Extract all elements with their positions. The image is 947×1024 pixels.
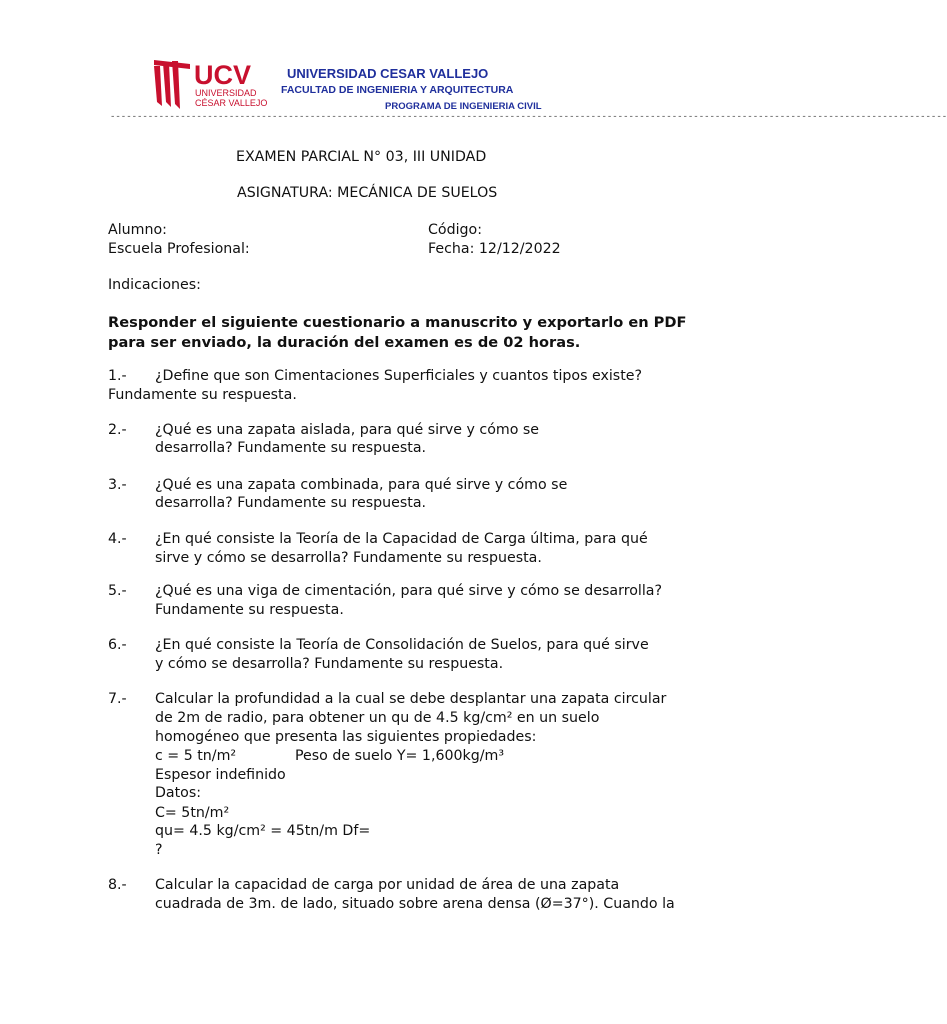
question-number-8: 8.-	[108, 877, 127, 893]
question-number-5: 5.-	[108, 583, 127, 599]
student-label: Alumno:	[108, 222, 167, 238]
question-text: Datos:	[155, 785, 202, 801]
question-text: homogéneo que presenta las siguientes propiedades:	[155, 729, 537, 745]
question-text: sirve y cómo se desarrolla? Fundamente su respuesta.	[155, 550, 542, 566]
logo-acronym: UCV	[194, 60, 252, 90]
question-text: ¿Qué es una viga de cimentación, para qué sirve y cómo se desarrolla?	[155, 583, 663, 599]
university-name: UNIVERSIDAD CESAR VALLEJO	[287, 66, 489, 81]
question-text: ¿En qué consiste la Teoría de Consolidación de Suelos, para qué sirve	[155, 637, 649, 653]
program-name: PROGRAMA DE INGENIERIA CIVIL	[385, 101, 542, 112]
question-text: ¿Qué es una zapata combinada, para qué sirve y cómo se	[155, 477, 568, 493]
exam-title: EXAMEN PARCIAL N° 03, III UNIDAD	[236, 149, 487, 165]
question-number-2: 2.-	[108, 422, 127, 438]
question-text: Fundamente su respuesta.	[155, 602, 344, 618]
code-label: Código:	[428, 222, 482, 238]
logo-line2: CÉSAR VALLEJO	[195, 98, 268, 108]
question-text: ¿Qué es una zapata aislada, para qué sirve y cómo se	[155, 422, 540, 438]
faculty-name: FACULTAD DE INGENIERIA Y ARQUITECTURA	[281, 84, 514, 96]
question-text: Peso de suelo Y= 1,600kg/m³	[295, 748, 505, 764]
instructions-heading: Indicaciones:	[108, 277, 201, 293]
question-number-7: 7.-	[108, 691, 127, 707]
ucv-logo	[152, 58, 277, 110]
question-number-3: 3.-	[108, 477, 127, 493]
question-text: desarrolla? Fundamente su respuesta.	[155, 495, 427, 511]
question-text: desarrolla? Fundamente su respuesta.	[155, 440, 427, 456]
subject-title: ASIGNATURA: MECÁNICA DE SUELOS	[237, 185, 498, 201]
question-text: y cómo se desarrolla? Fundamente su respuesta.	[155, 656, 504, 672]
question-text: Calcular la profundidad a la cual se debe desplantar una zapata circular	[155, 691, 667, 707]
question-text: Espesor indefinido	[155, 767, 286, 783]
question-text: ?	[155, 842, 163, 858]
question-text: Fundamente su respuesta.	[108, 387, 297, 403]
question-text: de 2m de radio, para obtener un qu de 4.5 kg/cm² en un suelo	[155, 710, 600, 726]
question-text: qu= 4.5 kg/cm² = 45tn/m Df=	[155, 823, 371, 839]
question-text: Calcular la capacidad de carga por unidad de área de una zapata	[155, 877, 620, 893]
instructions-line: Responder el siguiente cuestionario a manuscrito y exportarlo en PDF	[108, 314, 687, 331]
question-text: ¿Define que son Cimentaciones Superficiales y cuantos tipos existe?	[155, 368, 643, 384]
instructions-text	[108, 313, 686, 353]
logo-line1: UNIVERSIDAD	[195, 88, 257, 98]
question-text: ¿En qué consiste la Teoría de la Capacidad de Carga última, para qué	[155, 531, 648, 547]
school-label: Escuela Profesional:	[108, 241, 250, 257]
question-number-4: 4.-	[108, 531, 127, 547]
date-label: Fecha: 12/12/2022	[428, 241, 561, 257]
question-text: c = 5 tn/m²	[155, 748, 237, 764]
question-text: C= 5tn/m²	[155, 805, 230, 821]
header-divider: -----------------------------------------------------------------------------------------------------------------------------------------------------------	[110, 112, 947, 122]
question-text: cuadrada de 3m. de lado, situado sobre arena densa (Ø=37°). Cuando la	[155, 896, 675, 912]
question-number-1: 1.-	[108, 368, 127, 384]
question-number-6: 6.-	[108, 637, 127, 653]
instructions-line: para ser enviado, la duración del examen es de 02 horas.	[108, 334, 581, 351]
